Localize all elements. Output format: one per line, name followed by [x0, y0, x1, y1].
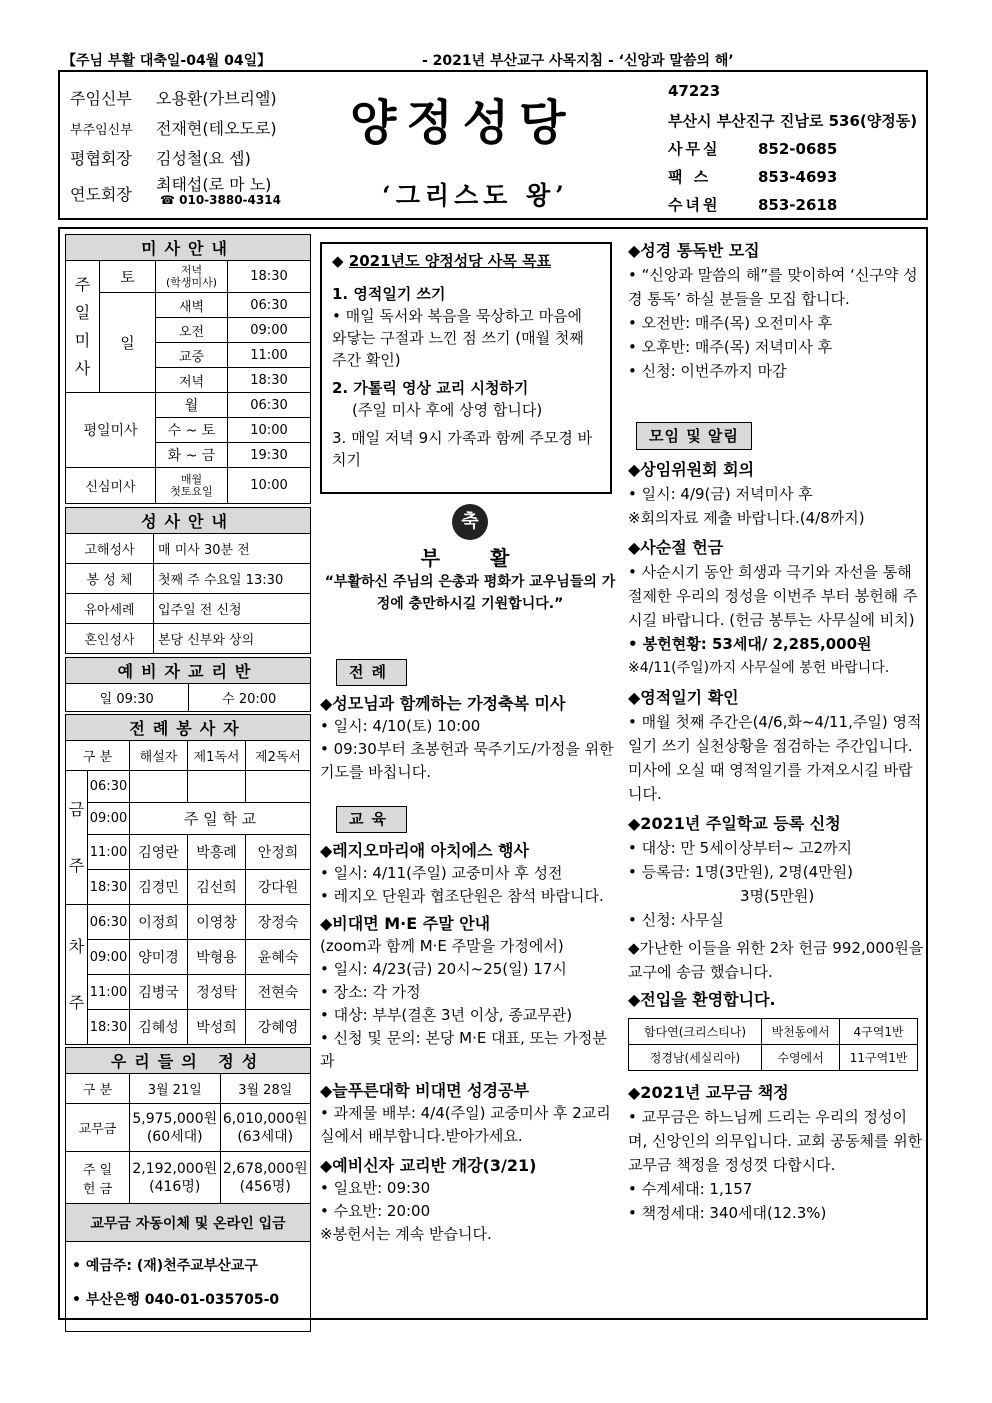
section-tag-education: 교육: [336, 806, 407, 833]
mass-table: [65, 234, 311, 504]
offering-heading: 우리들의 정성: [66, 1048, 311, 1074]
mass-time: 18:30: [228, 368, 311, 393]
easter-word: 부활: [420, 546, 560, 570]
dues-line: • 책정세대: 340세대(12.3%): [628, 1204, 827, 1222]
liturgy-cell: [246, 771, 311, 803]
sacrament-name: 유아세례: [66, 594, 154, 624]
mass-slot: 월: [156, 393, 228, 418]
welcome-table: [628, 1018, 918, 1071]
lent-heading: ◆사순절 헌금: [628, 538, 724, 557]
top-line: [62, 50, 928, 70]
sunday-school-line: • 신청: 사무실: [628, 911, 724, 929]
col-header: 해설자: [130, 741, 188, 771]
mass-slot: 저녁: [156, 368, 228, 393]
education-section: [320, 806, 620, 1246]
bible-reading-line: • 오전반: 매주(목) 오전미사 후: [628, 314, 833, 332]
pastoral-goals-box: [320, 242, 612, 494]
offering-table: [65, 1047, 311, 1242]
catechumen-heading: 예비자교리반: [66, 658, 311, 684]
council-heading: ◆상임위원회 회의: [628, 460, 755, 479]
phone-number: ☎ 010-3880-4314: [160, 193, 281, 207]
liturgy-cell: 박흥례: [188, 835, 246, 870]
welcome-heading: ◆전입을 환영합니다.: [628, 990, 776, 1009]
liturgy-cell: 이정희: [130, 905, 188, 940]
sunday-school-cell: 주 일 학 교: [130, 803, 311, 835]
sunday-school-line: • 등록금: 1명(3만원), 2명(4만원): [628, 863, 853, 881]
offering-value: 2,678,000원 (456명): [220, 1152, 311, 1204]
goal-2-detail: (주일 미사 후에 상영 합니다): [352, 401, 543, 419]
liturgy-table: [65, 714, 311, 1045]
lent-line: • 사순시기 동안 희생과 극기와 자선을 통해 절제한 우리의 정성을 이번주 부터 봉헌해 주시길 바랍니다. (헌금 봉투는 사무실에 비치): [628, 563, 918, 629]
family-mass-line: • 09:30부터 초봉헌과 묵주기도/가정을 위한 기도를 바칩니다.: [320, 740, 614, 781]
catechumen-class-heading: ◆예비신자 교리반 개강(3/21): [320, 1156, 537, 1175]
liturgy-cell: 김병국: [130, 975, 188, 1010]
mass-time: 18:30: [228, 261, 311, 293]
mass-heading: 미사안내: [66, 235, 311, 261]
devotion-day: 매월 첫토요일: [156, 468, 228, 504]
liturgy-time: 18:30: [88, 1010, 130, 1045]
account-holder: • 예금주: (재)천주교부산교구: [72, 1258, 258, 1274]
easter-blessing: “부활하신 주님의 은총과 평화가 교우님들의 가정에 충만하시길 기원합니다.”: [324, 574, 616, 612]
liturgy-cell: 윤혜숙: [246, 940, 311, 975]
lent-status: • 봉헌현황: 53세대/ 2,285,000원: [628, 635, 872, 653]
table-row: [629, 1019, 918, 1045]
sunday-school-line: 3명(5만원): [740, 887, 815, 905]
legio-line: • 레지오 단원과 협조단원은 참석 바랍니다.: [320, 887, 604, 905]
mass-slot: 오전: [156, 318, 228, 343]
council-line: ※회의자료 제출 바랍니다.(4/8까지): [628, 509, 865, 527]
goal-1: 1. 영적일기 쓰기: [332, 285, 446, 303]
liturgy-cell: 김혜성: [130, 1010, 188, 1045]
welcome-name: 함다연(크리스티나): [629, 1019, 762, 1045]
issue-date: 【주님 부활 대축일-04월 04일】: [62, 53, 272, 69]
catechumen-table: [65, 657, 311, 712]
mass-slot: 화 ~ 금: [156, 443, 228, 468]
liturgy-time: 09:00: [88, 940, 130, 975]
me-heading: ◆비대면 M·E 주말 안내: [320, 914, 491, 933]
council-line: • 일시: 4/9(금) 저녁미사 후: [628, 485, 813, 503]
dues-heading: ◆2021년 교무금 책정: [628, 1083, 789, 1102]
mass-time: 06:30: [228, 393, 311, 418]
welcome-from: 수영에서: [761, 1045, 839, 1071]
second-collection-note: ◆가난한 이들을 위한 2차 헌금 992,000원을 교구에 송금 했습니다.: [628, 939, 924, 981]
sacrament-name: 고해성사: [66, 534, 154, 564]
fax-number: 팩 스 853-4693: [668, 168, 838, 186]
sunday-school-line: • 대상: 만 5세이상부터~ 고2까지: [628, 839, 853, 857]
devotion-time: 10:00: [228, 468, 311, 504]
liturgy-cell: 안정희: [246, 835, 311, 870]
liturgy-cell: 김영란: [130, 835, 188, 870]
left-column: [65, 234, 311, 1332]
sunday-label: 일: [100, 293, 156, 393]
liturgy-cell: 강다원: [246, 870, 311, 905]
liturgy-cell: 정성탁: [188, 975, 246, 1010]
bible-reading-section: [628, 239, 924, 383]
liturgy-time: 11:00: [88, 975, 130, 1010]
offering-label: 교무금: [66, 1104, 130, 1152]
sacrament-info: 매 미사 30분 전: [154, 534, 311, 564]
goal-3: 3. 매일 저녁 9시 가족과 함께 주모경 바치기: [332, 429, 593, 469]
sunday-school-heading: ◆2021년 주일학교 등록 신청: [628, 814, 841, 833]
goal-2: 2. 가톨릭 영상 교리 시청하기: [332, 379, 529, 397]
mass-time: 11:00: [228, 343, 311, 368]
legio-line: • 일시: 4/11(주일) 교중미사 후 성전: [320, 864, 563, 882]
liturgy-time: 09:00: [88, 803, 130, 835]
offering-value: 5,975,000원 (60세대): [130, 1104, 221, 1152]
section-tag-liturgy: 전례: [336, 659, 407, 686]
bible-reading-line: • 오후반: 매주(목) 저녁미사 후: [628, 338, 833, 356]
family-mass-heading: ◆성모님과 함께하는 가정축복 미사: [320, 694, 566, 713]
mass-slot: 새벽: [156, 293, 228, 318]
bible-reading-line: • 신청: 이번주까지 마감: [628, 362, 787, 380]
bulletin-header: [58, 70, 928, 220]
section-tag-notice: 모임 및 알림: [636, 422, 752, 450]
welcome-name: 정경남(세실리아): [629, 1045, 762, 1071]
bulletin-body: [58, 227, 928, 1320]
catechumen-sunday: 일 09:30: [66, 684, 189, 712]
staff-row: 부주임신부 전재현(테오도로): [70, 119, 277, 138]
goal-1-detail: • 매일 독서와 복음을 묵상하고 마음에 와닿는 구절과 느낀 점 쓰기 (매월 첫째 주간 확인): [332, 307, 584, 369]
liturgy-cell: 김선희: [188, 870, 246, 905]
sacrament-info: 본당 신부와 상의: [154, 624, 311, 654]
me-line: (zoom과 함께 M·E 주말을 가정에서): [320, 937, 564, 955]
staff-row: 연도회장최태섭(로 마 노): [70, 175, 272, 204]
family-mass-line: • 일시: 4/10(토) 10:00: [320, 717, 481, 735]
mass-slot: 수 ~ 토: [156, 418, 228, 443]
col-header: 구 분: [66, 741, 130, 771]
diocese-motto: - 2021년 부산교구 사목지침 - ‘신앙과 말씀의 해’: [422, 53, 734, 69]
easter-greeting: [320, 504, 620, 615]
celebration-seal-icon: 축: [452, 504, 488, 540]
catechumen-class-line: ※봉헌서는 계속 받습니다.: [320, 1225, 492, 1243]
liturgy-section: [320, 659, 620, 784]
me-line: • 신청 및 문의: 본당 M·E 대표, 또는 가정분과: [320, 1029, 607, 1070]
offering-value: 6,010,000원 (63세대): [220, 1104, 311, 1152]
staff-row: 주임신부 오용환(가브리엘): [70, 89, 277, 108]
me-line: • 일시: 4/23(금) 20시~25(일) 17시: [320, 960, 567, 978]
next-week-label: 차 주: [66, 905, 88, 1045]
liturgy-heading: 전례봉사자: [66, 715, 311, 741]
mass-time: 10:00: [228, 418, 311, 443]
sacrament-name: 혼인성사: [66, 624, 154, 654]
zip-code: 47223: [668, 82, 721, 100]
welcome-zone: 11구역1반: [840, 1045, 918, 1071]
weekday-mass-label: 평일미사: [66, 393, 156, 468]
liturgy-cell: 박성희: [188, 1010, 246, 1045]
convent-phone: 수녀원 853-2618: [668, 196, 838, 214]
col-header: 제2독서: [246, 741, 311, 771]
catechumen-class-line: • 일요반: 09:30: [320, 1179, 431, 1197]
liturgy-cell: 김경민: [130, 870, 188, 905]
bible-reading-heading: ◆성경 통독반 모집: [628, 241, 760, 260]
sunday-mass-label: 주 일 미 사: [66, 261, 100, 393]
bible-reading-line: • “신앙과 말씀의 해”를 맞이하여 ‘신구약 성경 통독’ 하실 분들을 모집 합니다.: [628, 266, 918, 308]
saturday-label: 토: [100, 261, 156, 293]
devotion-mass-label: 신심미사: [66, 468, 156, 504]
liturgy-cell: 전현숙: [246, 975, 311, 1010]
liturgy-cell: 이영창: [188, 905, 246, 940]
catechumen-class-line: • 수요반: 20:00: [320, 1202, 431, 1220]
legio-heading: ◆레지오마리애 아치에스 행사: [320, 841, 529, 860]
mass-time: 06:30: [228, 293, 311, 318]
auto-transfer-heading: 교무금 자동이체 및 온라인 입금: [66, 1204, 311, 1242]
parish-title: 양정성당: [350, 95, 576, 151]
me-line: • 대상: 부부(결혼 3년 이상, 종교무관): [320, 1006, 573, 1024]
bank-info: [65, 1242, 311, 1332]
col-header: 3월 28일: [220, 1074, 311, 1104]
mass-time: 19:30: [228, 443, 311, 468]
col-header: 제1독서: [188, 741, 246, 771]
sacrament-name: 봉 성 체: [66, 564, 154, 594]
offering-value: 2,192,000원 (416명): [130, 1152, 221, 1204]
offering-label: 주 일 헌 금: [66, 1152, 130, 1204]
sacrament-info: 입주일 전 신청: [154, 594, 311, 624]
liturgy-cell: [130, 771, 188, 803]
liturgy-cell: 박형용: [188, 940, 246, 975]
office-phone: 사무실 852-0685: [668, 140, 838, 158]
address: 부산시 부산진구 진남로 536(양정동): [668, 112, 918, 130]
bible-univ-heading: ◆늘푸른대학 비대면 성경공부: [320, 1081, 529, 1100]
welcome-from: 박천동에서: [761, 1019, 839, 1045]
dues-line: • 교무금은 하느님께 드리는 우리의 정성이며, 신앙인의 의무입니다. 교회 공동체를 위한 교무금 책정을 정성껏 다합시다.: [628, 1108, 923, 1174]
account-number: • 부산은행 040-01-035705-0: [72, 1292, 280, 1308]
liturgy-cell: 장정숙: [246, 905, 311, 940]
sacrament-info: 첫째 주 수요일 13:30: [154, 564, 311, 594]
mass-time: 09:00: [228, 318, 311, 343]
liturgy-cell: 양미경: [130, 940, 188, 975]
liturgy-time: 06:30: [88, 771, 130, 803]
dues-line: • 수계세대: 1,157: [628, 1180, 753, 1198]
bible-univ-line: • 과제물 배부: 4/4(주일) 교중미사 후 2교리실에서 배부합니다.받아가세요.: [320, 1104, 611, 1145]
staff-row: 평협회장 김성철(요 셉): [70, 149, 251, 168]
mass-slot: 교중: [156, 343, 228, 368]
liturgy-time: 18:30: [88, 870, 130, 905]
diary-line: • 매월 첫째 주간은(4/6,화~4/11,주일) 영적일기 쓰기 실천상황을 점검하는 주간입니다. 미사에 오실 때 영적일기를 가져오시길 바랍니다.: [628, 713, 922, 803]
liturgy-cell: [188, 771, 246, 803]
liturgy-time: 06:30: [88, 905, 130, 940]
goals-title: ◆ 2021년도 양정성당 사목 목표: [332, 252, 552, 270]
sacrament-heading: 성사안내: [66, 508, 311, 534]
catechumen-wednesday: 수 20:00: [188, 684, 311, 712]
lent-line: ※4/11(주일)까지 사무실에 봉헌 바랍니다.: [628, 660, 890, 676]
liturgy-cell: 강혜영: [246, 1010, 311, 1045]
liturgy-time: 11:00: [88, 835, 130, 870]
col-header: 3월 21일: [130, 1074, 221, 1104]
col-header: 구 분: [66, 1074, 130, 1104]
table-row: [629, 1045, 918, 1071]
welcome-zone: 4구역1반: [840, 1019, 918, 1045]
notice-section: [628, 422, 924, 1225]
sacrament-table: [65, 507, 311, 654]
parish-subtitle: ‘그리스도 왕’: [382, 181, 569, 210]
mass-slot: 저녁 (학생미사): [156, 261, 228, 293]
this-week-label: 금 주: [66, 771, 88, 905]
diary-heading: ◆영적일기 확인: [628, 688, 739, 707]
me-line: • 장소: 각 가정: [320, 983, 421, 1001]
